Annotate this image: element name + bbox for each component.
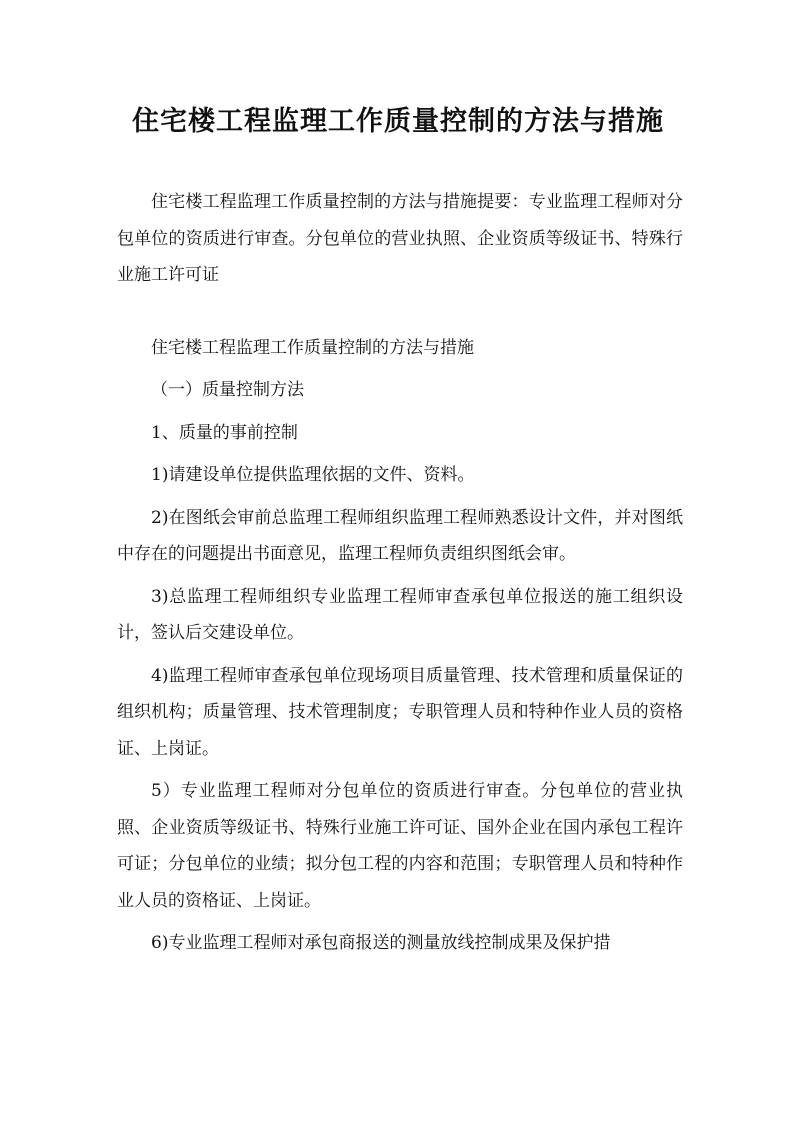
list-item: 1)请建设单位提供监理依据的文件、资料。 <box>151 465 475 485</box>
section-title: （一）质量控制方法 <box>151 380 304 400</box>
document-title: 住宅楼工程监理工作质量控制的方法与措施 <box>132 106 664 137</box>
list-item: 3)总监理工程师组织专业监理工程师审查承包单位报送的施工组织设计，签认后交建设单位。 <box>117 586 683 643</box>
list-item: 4)监理工程师审查承包单位现场项目质量管理、技术管理和质量保证的组织机构；质量管理、技术管理制度；专职管理人员和特种作业人员的资格证、上岗证。 <box>117 665 683 759</box>
list-item: 2)在图纸会审前总监理工程师组织监理工程师熟悉设计文件，并对图纸中存在的问题提出书面意见，监理工程师负责组织图纸会审。 <box>117 507 683 564</box>
subsection-title: 1、质量的事前控制 <box>151 422 298 443</box>
summary-paragraph: 住宅楼工程监理工作质量控制的方法与措施提要：专业监理工程师对分包单位的资质进行审查。分包单位的营业执照、企业资质等级证书、特殊行业施工许可证 <box>117 192 683 285</box>
document-body <box>117 184 683 968</box>
list-item: 6)专业监理工程师对承包商报送的测量放线控制成果及保护措 <box>151 933 611 953</box>
section-heading: 住宅楼工程监理工作质量控制的方法与措施 <box>151 337 474 358</box>
list-item: 5）专业监理工程师对分包单位的资质进行审查。分包单位的营业执照、企业资质等级证书、特殊行业施工许可证、国外企业在国内承包工程许可证；分包单位的业绩；拟分包工程的内容和范围；专职管理人员和特种作业人员的资格证、上岗证。 <box>117 781 683 911</box>
